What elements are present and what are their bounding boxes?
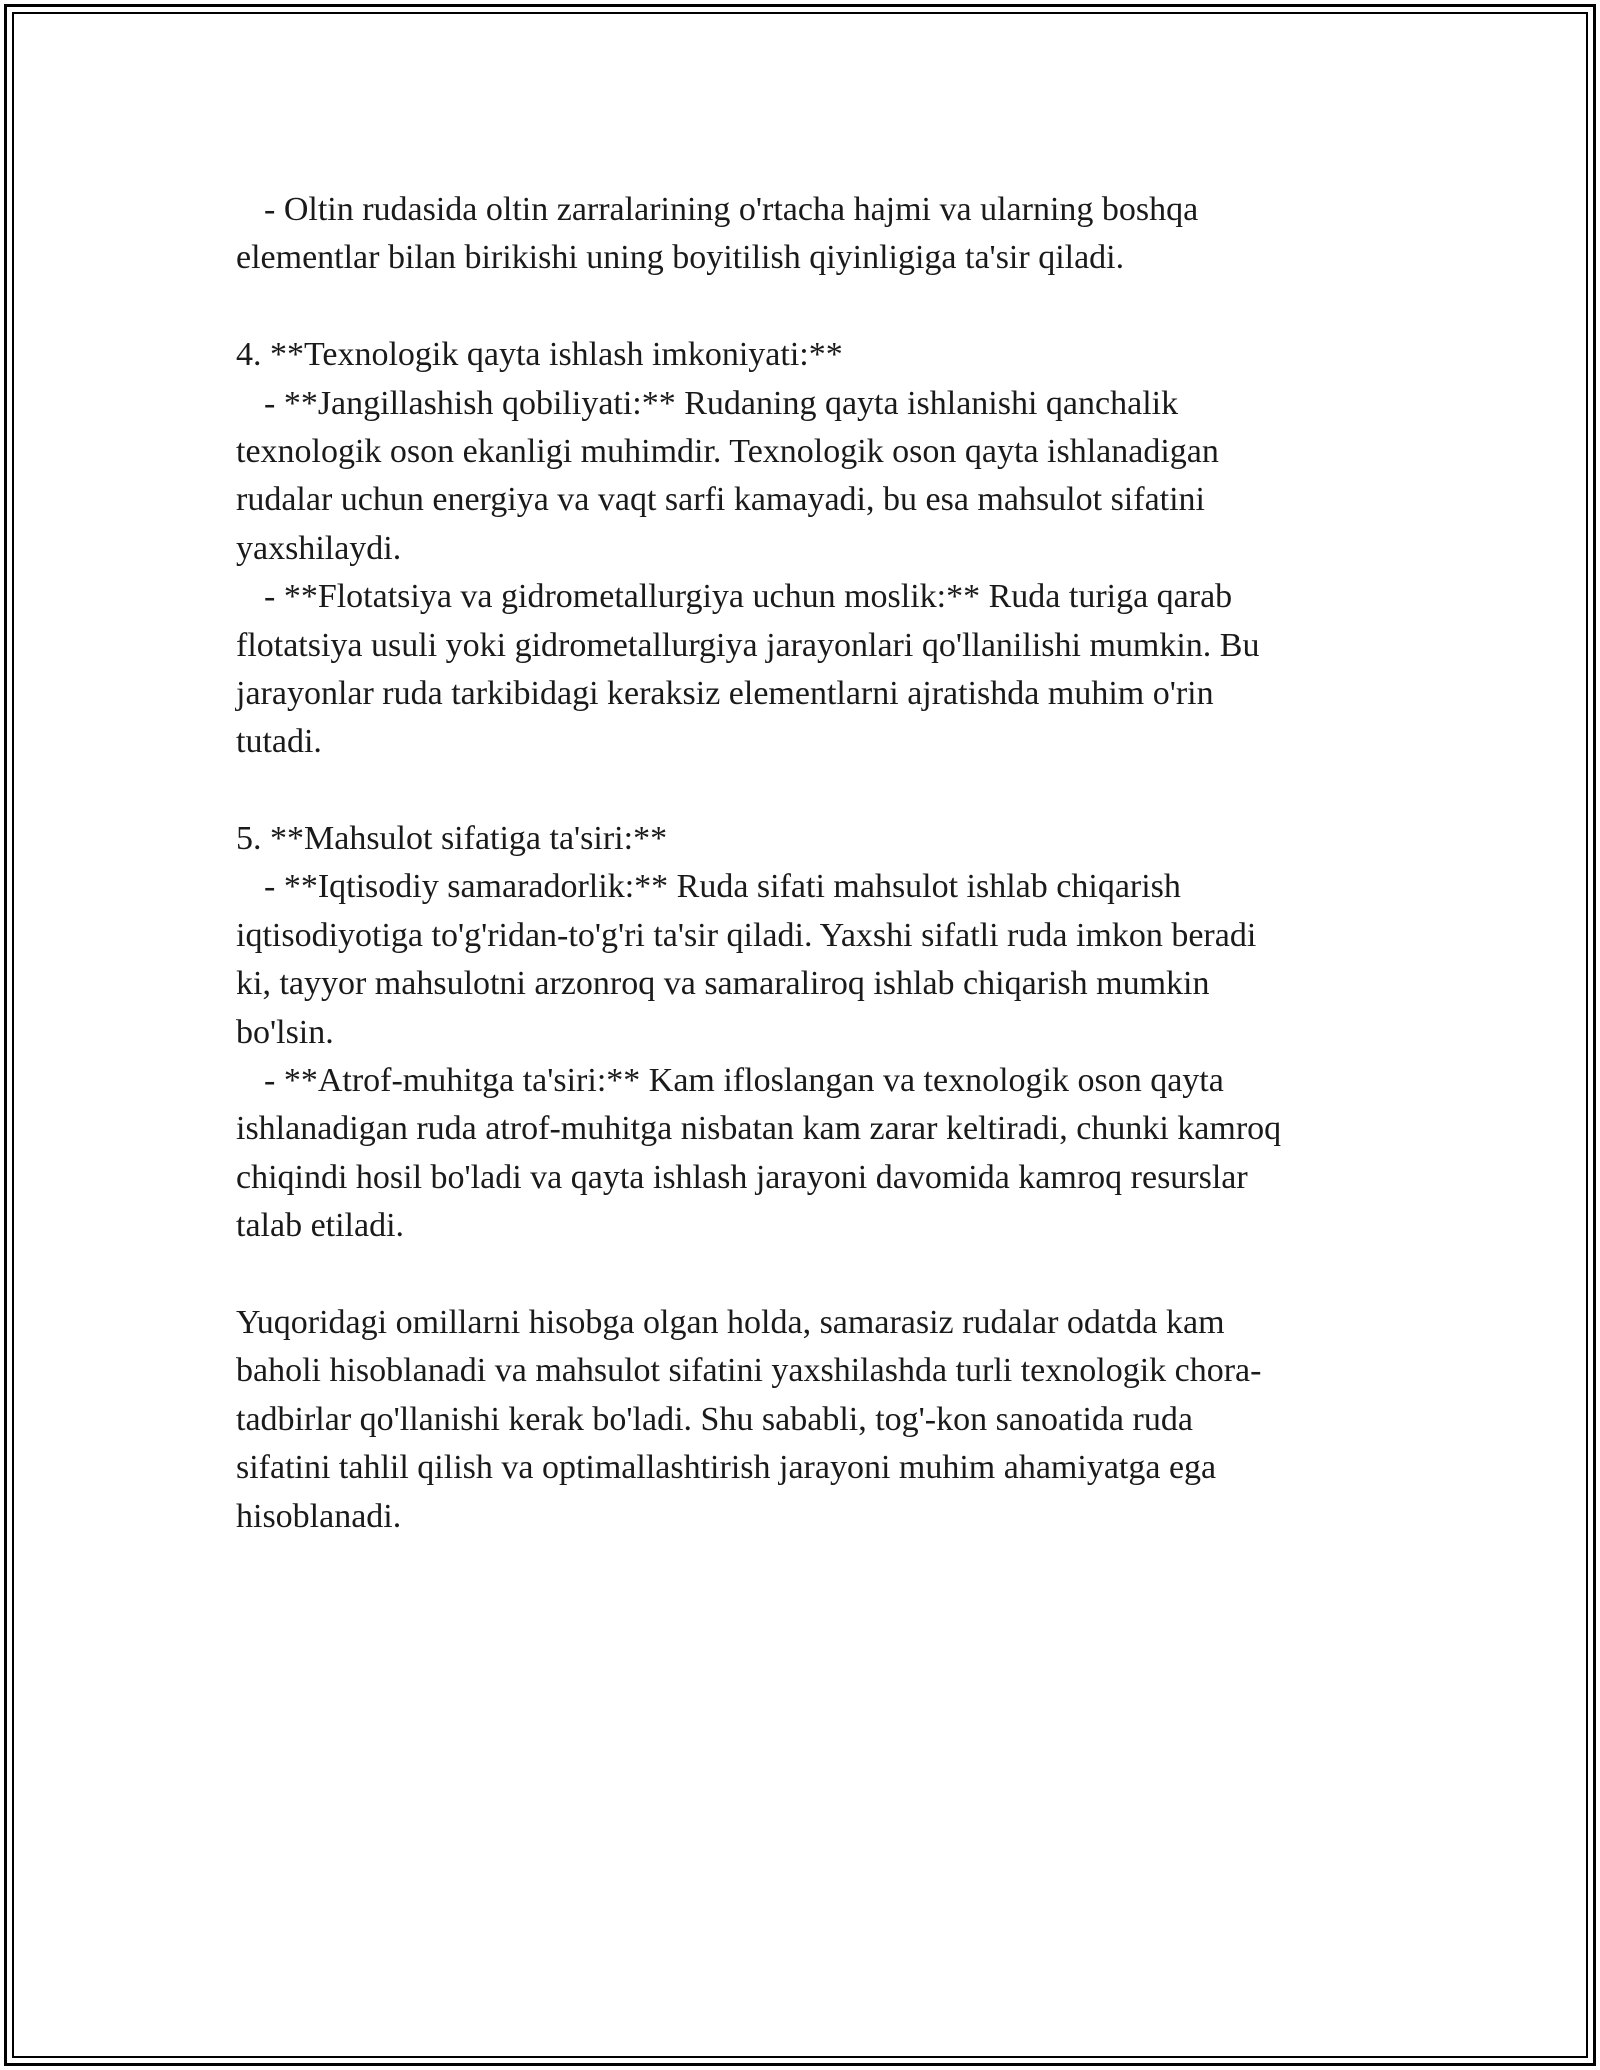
text-line: ki, tayyor mahsulotni arzonroq va samaraliroq ishlab chiqarish mumkin (236, 965, 1210, 1003)
text-line: rudalar uchun energiya va vaqt sarfi kamayadi, bu esa mahsulot sifatini (236, 481, 1205, 519)
text-line: ishlanadigan ruda atrof-muhitga nisbatan kam zarar keltiradi, chunki kamroq (236, 1110, 1282, 1148)
paragraph-gap (236, 283, 1366, 331)
text-line: yaxshilaydi. (236, 529, 402, 567)
text-line: - **Jangillashish qobiliyati:** Rudaning qayta ishlanishi qanchalik (264, 384, 1179, 422)
text-line: chiqindi hosil bo'ladi va qayta ishlash jarayoni davomida kamroq resurslar (236, 1158, 1248, 1196)
text-line: - **Flotatsiya va gidrometallurgiya uchun moslik:** Ruda turiga qarab (264, 578, 1233, 616)
text-line: hisoblanadi. (236, 1497, 402, 1535)
text-line: sifatini tahlil qilish va optimallashtirish jarayoni muhim ahamiyatga ega (236, 1449, 1217, 1487)
document-body (236, 186, 1366, 1541)
text-line: iqtisodiyotiga to'g'ridan-to'g'ri ta'sir qiladi. Yaxshi sifatli ruda imkon beradi (236, 916, 1257, 954)
text-line: bo'lsin. (236, 1013, 334, 1051)
text-line: - Oltin rudasida oltin zarralarining o'rtacha hajmi va ularning boshqa (264, 191, 1199, 228)
text-line: talab etiladi. (236, 1207, 405, 1245)
text-line: texnologik oson ekanligi muhimdir. Texnologik oson qayta ishlanadigan (236, 432, 1219, 470)
text-line: baholi hisoblanadi va mahsulot sifatini yaxshilashda turli texnologik chora- (236, 1352, 1262, 1390)
paragraph-gap (236, 1251, 1366, 1299)
paragraph-gap (236, 767, 1366, 815)
section-heading: 4. **Texnologik qayta ishlash imkoniyati:** (236, 336, 843, 374)
text-line: - **Iqtisodiy samaradorlik:** Ruda sifati mahsulot ishlab chiqarish (264, 868, 1181, 906)
section-heading: 5. **Mahsulot sifatiga ta'siri:** (236, 820, 668, 858)
text-line: flotatsiya usuli yoki gidrometallurgiya jarayonlari qo'llanilishi mumkin. Bu (236, 626, 1260, 664)
text-line: jarayonlar ruda tarkibidagi keraksiz elementlarni ajratishda muhim o'rin (236, 674, 1214, 712)
text-line: Yuqoridagi omillarni hisobga olgan holda, samarasiz rudalar odatda kam (236, 1303, 1225, 1341)
text-line: elementlar bilan birikishi uning boyitilish qiyinligiga ta'sir qiladi. (236, 239, 1125, 277)
text-line: tadbirlar qo'llanishi kerak bo'ladi. Shu sababli, tog'-kon sanoatida ruda (236, 1400, 1193, 1438)
text-line: - **Atrof-muhitga ta'siri:** Kam ifloslangan va texnologik oson qayta (264, 1062, 1224, 1100)
text-line: tutadi. (236, 723, 322, 761)
